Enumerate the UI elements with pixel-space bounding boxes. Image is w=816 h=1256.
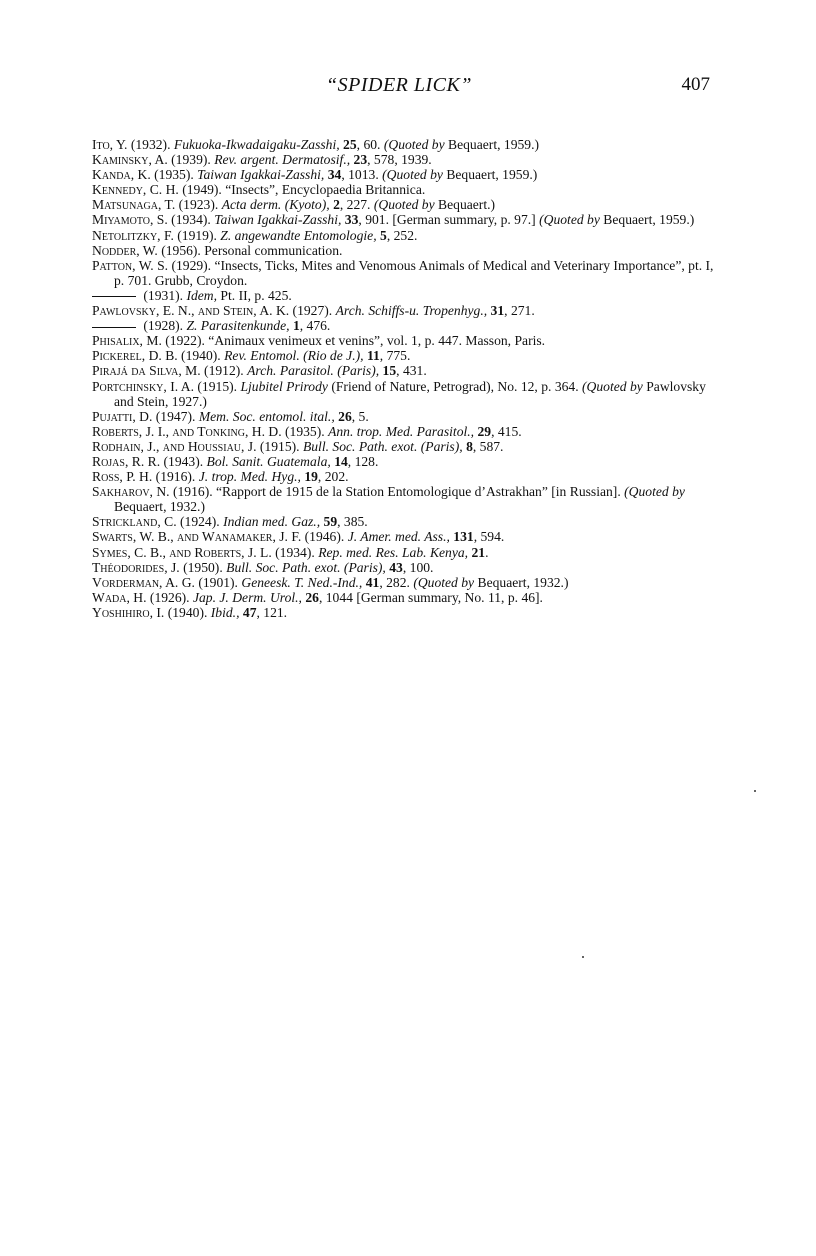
reference-author: Rodhain, J., and Houssiau, J. (92, 438, 257, 454)
reference-quoted-label: (Quoted by (383, 137, 445, 152)
reference-entry (92, 197, 714, 212)
reference-text: (1912). (200, 363, 244, 379)
reference-author: Portchinsky, I. A. (92, 378, 194, 394)
reference-volume: 2 (333, 197, 340, 213)
reference-entry (92, 152, 714, 167)
reference-entry (92, 363, 714, 378)
reference-journal: Arch. Parasitol. (Paris), (247, 363, 380, 379)
reference-volume: 43 (389, 559, 403, 575)
reference-tail: , 775. (379, 348, 411, 364)
reference-journal: Arch. Schiffs-u. Tropenhyg., (335, 303, 488, 319)
reference-quoted-label: (Quoted by (413, 574, 475, 590)
reference-volume: 21 (471, 544, 486, 560)
reference-tail: , 121. (256, 604, 288, 620)
reference-entry (92, 182, 714, 197)
reference-entry (92, 529, 714, 544)
reference-tail: . (485, 544, 489, 560)
reference-volume: 23 (353, 152, 368, 168)
reference-quoted-source: Bequaert, 1959.) (603, 212, 695, 228)
reference-entry (92, 424, 714, 439)
reference-journal: Taiwan Igakkai-Zasshi, (197, 167, 325, 183)
reference-volume: 15 (382, 363, 397, 379)
reference-entry (92, 575, 714, 590)
reference-entry (92, 243, 714, 258)
reference-journal: Geneesk. T. Ned.-Ind., (241, 574, 363, 590)
reference-journal: Indian med. Gaz., (223, 514, 321, 530)
ditto-dash (92, 327, 136, 328)
reference-tail: , 594. (473, 529, 505, 545)
scan-speck (754, 790, 756, 792)
reference-entry (92, 560, 714, 575)
reference-entry (92, 258, 714, 288)
reference-author: Ito, Y. (92, 137, 128, 152)
reference-quoted-source: Pawlovsky and Stein, 1927.) (114, 378, 706, 409)
reference-author: Miyamoto, S. (92, 212, 168, 228)
reference-journal: Idem, (186, 287, 218, 303)
reference-text: (1934). (271, 544, 315, 560)
reference-text: (1923). (175, 197, 219, 213)
reference-text: (1949). “Insects”, Encyclopaedia Britannica. (178, 182, 426, 198)
reference-volume: 41 (365, 574, 380, 590)
reference-text: (1935). (281, 423, 325, 439)
reference-journal: Bol. Sanit. Guatemala, (206, 453, 331, 469)
reference-entry (92, 605, 714, 620)
reference-quoted-label: (Quoted by (582, 378, 643, 394)
reference-text: (1947). (152, 408, 196, 424)
reference-entry (92, 545, 714, 560)
reference-author: Théodorides, J. (92, 559, 180, 575)
reference-author: Pawlovsky, E. N., and Stein, A. K. (92, 303, 290, 319)
reference-tail: , 252. (386, 227, 418, 243)
reference-entry (92, 333, 714, 348)
reference-volume: 14 (334, 453, 348, 469)
reference-entry (92, 469, 714, 484)
reference-text: (1901). (194, 574, 238, 590)
reference-author: Kanda, K. (92, 167, 151, 183)
reference-author: Nodder, W. (92, 242, 158, 258)
reference-journal: Rev. argent. Dermatosif., (214, 152, 351, 168)
reference-tail: , 1013. (341, 167, 379, 183)
reference-quoted-label: (Quoted by (382, 167, 443, 183)
reference-volume: 26 (338, 408, 352, 424)
reference-journal: Taiwan Igakkai-Zasshi, (214, 212, 342, 228)
reference-text: (1931). (140, 287, 184, 303)
reference-journal: Z. angewandte Entomologie, (220, 227, 377, 243)
reference-text: (1946). (301, 529, 345, 545)
reference-author: Patton, W. S. (92, 257, 169, 273)
reference-entry (92, 137, 714, 152)
reference-author: Sakharov, N. (92, 484, 170, 500)
reference-author: Vorderman, A. G. (92, 574, 195, 590)
reference-author: Strickland, C. (92, 514, 177, 530)
reference-tail: , 476. (299, 318, 331, 334)
reference-entry (92, 379, 714, 409)
reference-text: (1922). “Animaux venimeux et venins”, vol. 1, p. 447. Masson, Paris. (161, 333, 546, 349)
reference-quoted-label: (Quoted by (539, 212, 600, 228)
reference-text: (1929). “Insects, Ticks, Mites and Venomous Animals of Medical and Veterinary Importance”, pt. I, p. 701. Grubb, Croydon. (114, 257, 714, 288)
reference-text: (1939). (167, 152, 211, 168)
reference-journal: Z. Parasitenkunde, (186, 318, 290, 334)
reference-volume: 47 (242, 604, 257, 620)
reference-quoted-source: Bequaert, 1932.) (477, 574, 569, 590)
reference-entry (92, 303, 714, 318)
reference-volume: 33 (344, 212, 359, 228)
reference-tail: , 1044 [German summary, No. 11, p. 46]. (318, 589, 543, 605)
reference-tail: , 431. (396, 363, 427, 379)
reference-author: Symes, C. B., and Roberts, J. L. (92, 544, 272, 560)
reference-entry (92, 514, 714, 529)
reference-volume: 131 (453, 529, 474, 545)
reference-entry (92, 439, 714, 454)
reference-author: Kaminsky, A. (92, 152, 168, 168)
reference-entry (92, 288, 714, 303)
reference-text: (1950). (179, 559, 223, 575)
reference-author: Pujatti, D. (92, 408, 153, 424)
reference-volume: 5 (380, 227, 387, 243)
reference-author: Rojas, R. R. (92, 453, 161, 469)
reference-tail: , 901. [German summary, p. 97.] (358, 212, 536, 228)
page-number: 407 (681, 74, 710, 95)
reference-tail: , 587. (472, 438, 504, 454)
reference-entry (92, 228, 714, 243)
reference-journal: Ibid., (210, 604, 240, 620)
reference-volume: 1 (292, 318, 300, 334)
reference-journal: Rev. Entomol. (Rio de J.), (224, 348, 364, 364)
reference-journal: Mem. Soc. entomol. ital., (198, 408, 335, 424)
reference-author: Matsunaga, T. (92, 197, 176, 213)
reference-volume: 31 (490, 303, 505, 319)
reference-text: (1928). (140, 318, 184, 334)
reference-quoted-source: Bequaert, 1932.) (114, 499, 205, 515)
reference-text: (1935). (150, 167, 194, 183)
scan-speck (582, 956, 584, 958)
reference-tail: , 5. (351, 408, 369, 424)
ditto-dash (92, 296, 136, 297)
reference-author: Phisalix, M. (92, 333, 162, 349)
reference-volume: 11 (366, 348, 380, 364)
reference-journal: Bull. Soc. Path. exot. (Paris), (302, 438, 463, 454)
reference-journal: Ljubitel Prirody (240, 378, 328, 394)
reference-quoted-label: (Quoted by (624, 484, 685, 500)
reference-tail: , 100. (402, 559, 434, 575)
reference-author: Pirajá da Silva, M. (92, 363, 201, 379)
reference-list (92, 137, 714, 620)
reference-tail: , 578, 1939. (367, 152, 432, 168)
reference-tail: , 415. (491, 423, 522, 439)
reference-volume: 19 (304, 469, 318, 485)
reference-entry (92, 484, 714, 514)
reference-tail: , 202. (317, 469, 349, 485)
reference-volume: 25 (343, 137, 357, 152)
reference-tail: , 60. (356, 137, 381, 152)
reference-tail: , 128. (347, 453, 379, 469)
reference-quoted-source: Bequaert, 1959.) (446, 167, 538, 183)
reference-quoted-source: Bequaert, 1959.) (448, 137, 540, 152)
reference-author: Wada, H. (92, 589, 147, 605)
reference-author: Swarts, W. B., and Wanamaker, J. F. (92, 529, 302, 545)
reference-text: (1924). (176, 514, 220, 530)
reference-tail: , 227. (339, 197, 371, 213)
reference-entry (92, 590, 714, 605)
reference-author: Kennedy, C. H. (92, 182, 179, 198)
reference-tail: Pt. II, p. 425. (217, 287, 292, 303)
running-title: “SPIDER LICK” (326, 74, 472, 96)
reference-volume: 8 (466, 438, 473, 454)
reference-tail: , 282. (379, 574, 410, 590)
reference-author: Netolitzky, F. (92, 227, 174, 243)
reference-tail: , 271. (504, 303, 535, 319)
reference-text: (1934). (167, 212, 211, 228)
reference-entry (92, 348, 714, 363)
reference-journal: Fukuoka-Ikwadaigaku-Zasshi, (173, 137, 340, 152)
reference-text: (1916). “Rapport de 1915 de la Station Entomologique d’Astrakhan” [in Russian]. (169, 484, 621, 500)
reference-text: (1915). (256, 438, 300, 454)
reference-volume: 29 (477, 423, 492, 439)
reference-entry (92, 454, 714, 469)
reference-quoted-label: (Quoted by (373, 197, 435, 213)
reference-text: (1927). (289, 303, 333, 319)
reference-text: (1916). (152, 469, 196, 485)
reference-entry (92, 409, 714, 424)
reference-text: (1940). (177, 348, 221, 364)
reference-text: (1940). (164, 604, 208, 620)
reference-journal: Bull. Soc. Path. exot. (Paris), (226, 559, 386, 575)
reference-volume: 59 (323, 514, 338, 530)
reference-text: (1943). (160, 453, 204, 469)
reference-journal: Acta derm. (Kyoto), (221, 197, 330, 213)
reference-tail: (Friend of Nature, Petrograd), No. 12, p. 364. (327, 378, 579, 394)
reference-journal: J. trop. Med. Hyg., (198, 469, 301, 485)
reference-author: Pickerel, D. B. (92, 348, 178, 364)
reference-text: (1919). (173, 227, 217, 243)
reference-entry (92, 212, 714, 227)
reference-volume: 26 (305, 589, 319, 605)
reference-entry (92, 167, 714, 182)
reference-text: (1915). (194, 378, 238, 394)
reference-text: (1926). (146, 589, 190, 605)
reference-journal: Rep. med. Res. Lab. Kenya, (318, 544, 469, 560)
reference-journal: Jap. J. Derm. Urol., (192, 589, 302, 605)
reference-author: Yoshihiro, I. (92, 604, 165, 620)
reference-journal: J. Amer. med. Ass., (347, 529, 450, 545)
reference-tail: , 385. (337, 514, 368, 530)
reference-text: (1932). (127, 137, 171, 152)
running-head (88, 74, 710, 100)
reference-quoted-source: Bequaert.) (438, 197, 496, 213)
reference-author: Roberts, J. I., and Tonking, H. D. (92, 423, 282, 439)
reference-text: (1956). Personal communication. (157, 242, 343, 258)
reference-volume: 34 (327, 167, 342, 183)
reference-journal: Ann. trop. Med. Parasitol., (328, 423, 475, 439)
reference-author: Ross, P. H. (92, 469, 153, 485)
reference-entry (92, 318, 714, 333)
